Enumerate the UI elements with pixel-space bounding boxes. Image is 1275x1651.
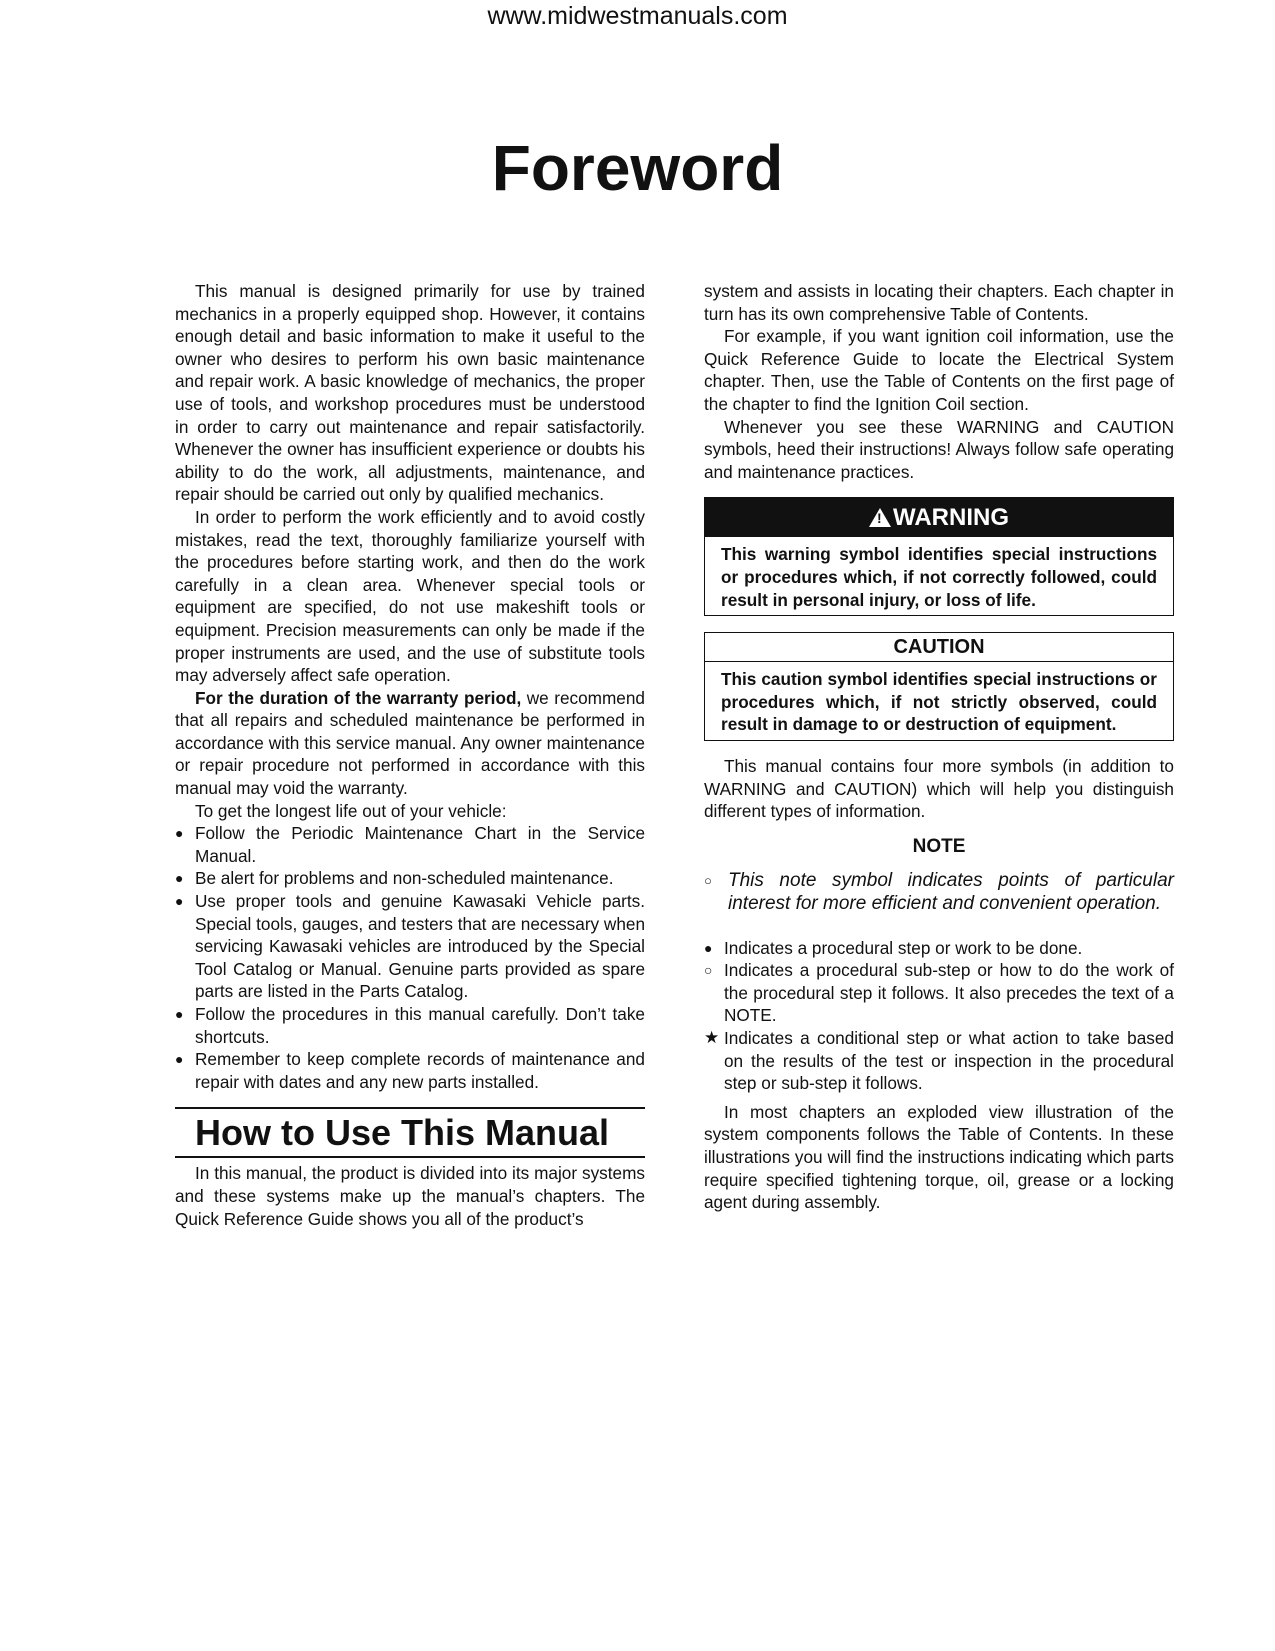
hollow-circle-icon: ○ (704, 962, 713, 979)
page-title: Foreword (491, 132, 784, 204)
note-item (704, 869, 1174, 915)
list-item (704, 937, 1174, 960)
list-item (175, 1003, 645, 1048)
hollow-circle-icon: ○ (704, 872, 712, 888)
how-to-use-paragraph: In this manual, the product is divided into its major systems and these systems make up the manual’s chapters. The Quick Reference Guide shows you all of the product’s (175, 1163, 645, 1229)
bullet-icon: ● (175, 893, 184, 910)
list-item-text: Indicates a procedural step or work to be done. (724, 937, 1083, 958)
list-item (175, 822, 645, 867)
list-item (175, 1048, 645, 1093)
efficiency-paragraph: In order to perform the work efficiently and to avoid costly mistakes, read the text, thoroughly familiarize yourself with the procedures before starting work, and then do the work carefully in a clean area. Whenever special tools or equipment are specified, do not use makeshift tools or equipment. Precision measurements can only be made if the proper instruments are used, and the use of substitute tools may adversely affect safe operation. (175, 506, 645, 686)
warning-text: This warning symbol identifies special instructions or procedures which, if not correctly followed, could result in personal injury, or loss of life. (721, 544, 1157, 610)
list-item (704, 959, 1174, 1027)
list-item-text: Indicates a procedural sub-step or how to do the work of the procedural step it follows. It also precedes the text of a NOTE. (724, 960, 1174, 1026)
list-item-text: Be alert for problems and non-scheduled maintenance. (195, 868, 614, 889)
bullet-icon: ● (704, 939, 713, 956)
caution-box (704, 632, 1174, 741)
caution-text: This caution symbol identifies special instructions or procedures which, if not strictly observed, could result in damage to or destruction of equipment. (721, 669, 1157, 735)
four-symbols-paragraph: This manual contains four more symbols (in addition to WARNING and CAUTION) which will help you distinguish different types of information. (704, 755, 1174, 822)
list-item-text: Indicates a conditional step or what action to take based on the results of the test or inspection in the procedural step or sub-step it follows. (724, 1028, 1174, 1094)
warranty-bold-lead: For the duration of the warranty period, (195, 687, 522, 708)
list-item-text: Follow the Periodic Maintenance Chart in the Service Manual. (195, 823, 645, 866)
section-heading: How to Use This Manual (175, 1107, 645, 1158)
list-item-text: Use proper tools and genuine Kawasaki Vehicle parts. Special tools, gauges, and testers that are necessary when servicing Kawasaki vehicles are introduced by the Special Tool Catalog or Manual. Genuine parts provided as spare parts are listed in the Parts Catalog. (195, 891, 646, 1002)
symbols-paragraph: Whenever you see these WARNING and CAUTION symbols, heed their instructions! Always follow safe operating and maintenance practices. (704, 416, 1174, 482)
symbol-legend (704, 937, 1174, 1095)
bullet-icon: ● (175, 825, 184, 842)
bullet-icon: ● (175, 1006, 184, 1022)
tips-list (175, 822, 645, 1093)
warning-label: WARNING (893, 504, 1009, 532)
site-url: www.midwestmanuals.com (487, 2, 788, 30)
bullet-icon: ● (175, 1051, 184, 1068)
warning-triangle-icon: ! (869, 508, 891, 527)
continued-paragraph: system and assists in locating their chapters. Each chapter in turn has its own comprehensive Table of Contents. (704, 281, 1174, 324)
bullet-icon: ● (175, 870, 184, 887)
example-paragraph: For example, if you want ignition coil information, use the Quick Reference Guide to locate the Electrical System chapter. Then, use the Table of Contents on the first page of the chapter to find the Ignition Coil section. (704, 326, 1174, 414)
warning-box (704, 497, 1174, 616)
caution-label: CAUTION (705, 633, 1173, 662)
warning-header (705, 498, 1173, 537)
left-column (175, 280, 645, 1230)
note-title: NOTE (912, 835, 966, 857)
right-column (704, 280, 1174, 1214)
intro-paragraph: This manual is designed primarily for use by trained mechanics in a properly equipped shop. However, it contains enough detail and basic information to make it useful to the owner who desires to perform his own basic maintenance and repair work. A basic knowledge of mechanics, the proper use of tools, and workshop procedures must be understood in order to carry out maintenance and repair satisfactorily. Whenever the owner has insufficient experience or doubts his ability to do the work, all adjustments, maintenance, and repair should be carried out only by qualified mechanics. (175, 281, 645, 505)
warranty-text: we recommend that all repairs and scheduled maintenance be performed in accordance with this service manual. Any owner maintenance or repair procedure not performed in accordance with this manual may void the warranty. (175, 687, 645, 799)
illustration-paragraph: In most chapters an exploded view illustration of the system components follows the Table of Contents. In these illustrations you will find the instructions indicating which parts require specified tightening torque, oil, grease or a locking agent during assembly. (704, 1101, 1174, 1213)
warranty-paragraph (175, 687, 645, 800)
list-item-text: Follow the procedures in this manual carefully. Don’t take shortcuts. (195, 1004, 645, 1047)
list-item (175, 890, 645, 1003)
list-item (704, 1027, 1174, 1095)
list-item-text: Remember to keep complete records of maintenance and repair with dates and any new parts installed. (195, 1049, 645, 1092)
star-icon: ★ (704, 1028, 720, 1048)
longest-life-paragraph: To get the longest life out of your vehicle: (195, 800, 507, 821)
list-item (175, 867, 645, 890)
note-text: This note symbol indicates points of particular interest for more efficient and convenient operation. (728, 869, 1174, 914)
